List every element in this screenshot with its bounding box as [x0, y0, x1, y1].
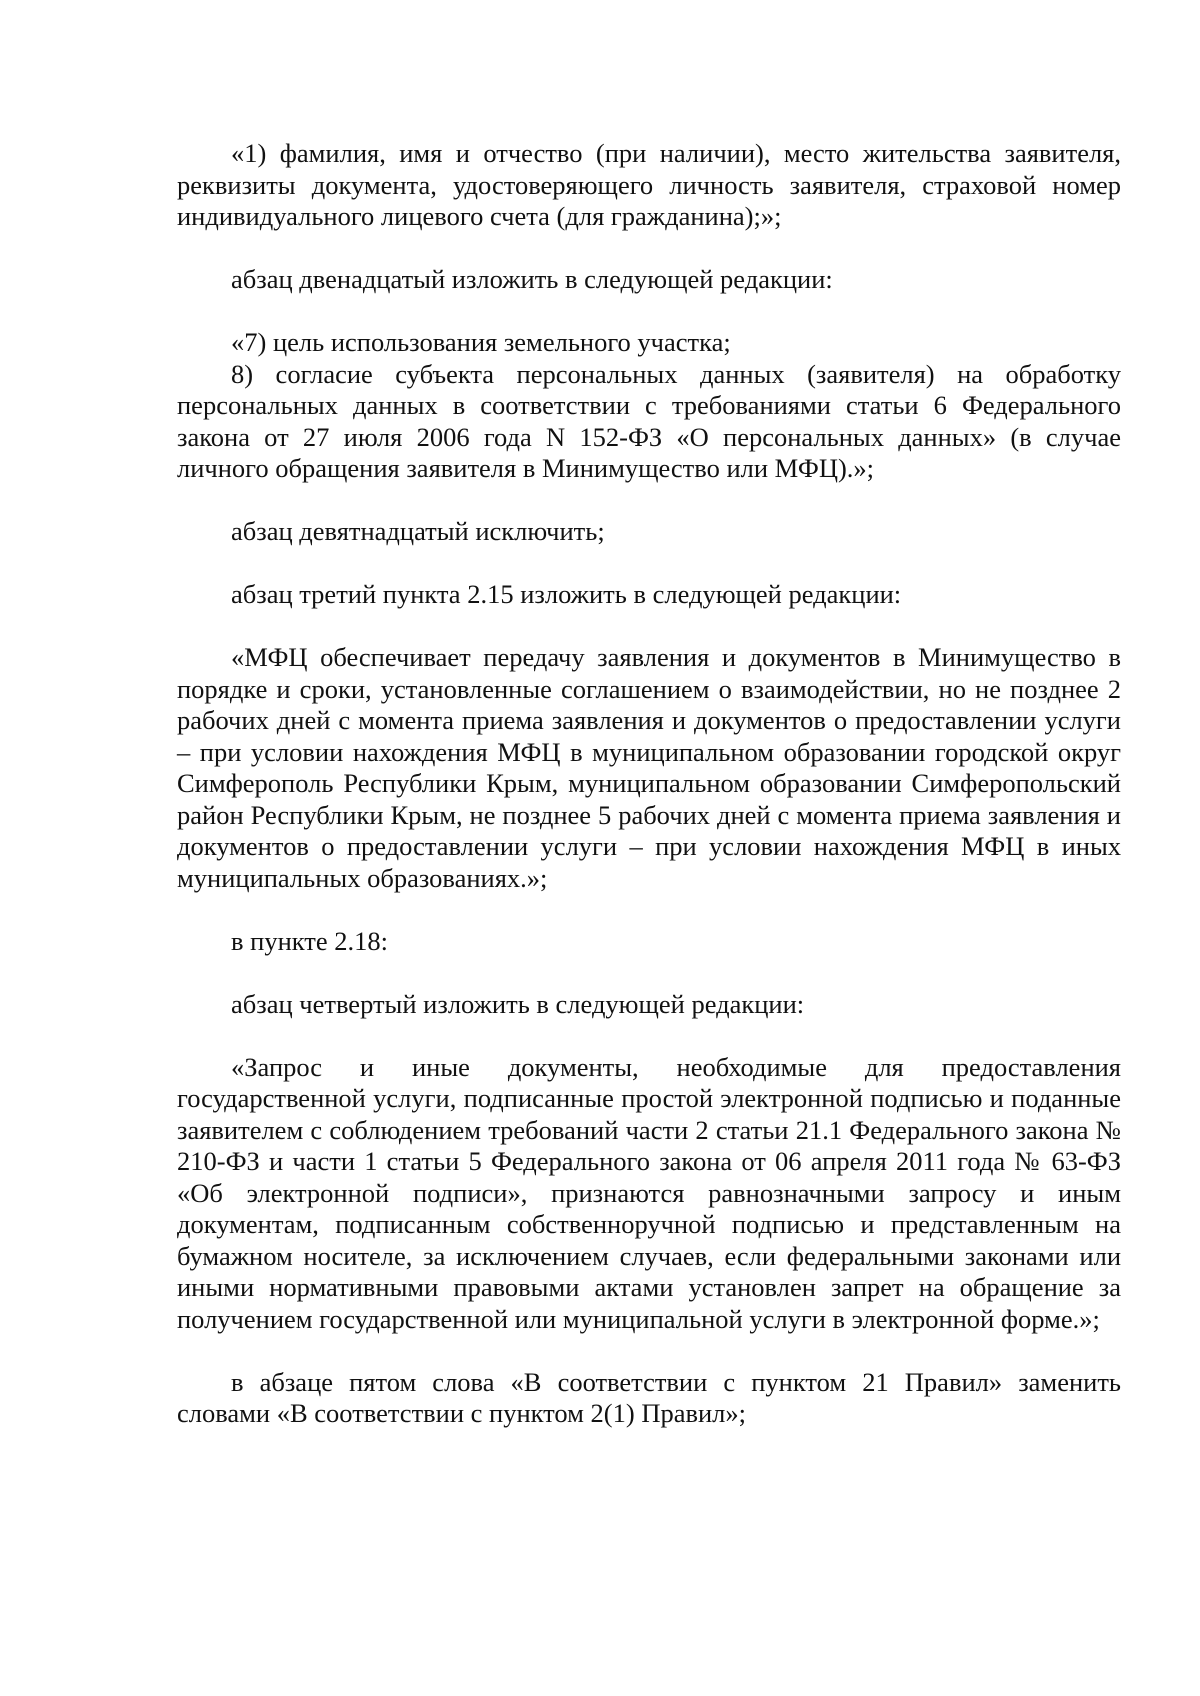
paragraph-6: абзац третий пункта 2.15 изложить в следующей редакции:: [231, 579, 902, 609]
paragraph-10: «Запрос и иные документы, необходимые для предоставления государственной услуги, подписанные простой электронной подписью и поданные заявителем с соблюдением требований части 2 статьи 21.1 Федерального закона № 210-ФЗ и части 1 статьи 5 Федерального закона от 06 апреля 2011 года № 63-ФЗ «Об электронной подписи», признаются равнозначными запросу и иным документам, подписанным собственноручной подписью и представленным на бумажном носителе, за исключением случаев, если федеральными законами или иными нормативными правовыми актами установлен запрет на обращение за получением государственной или муниципальной услуги в электронной форме.»;: [177, 1051, 1121, 1334]
paragraph-5: абзац девятнадцатый исключить;: [231, 516, 605, 546]
paragraph-9: абзац четвертый изложить в следующей редакции:: [231, 988, 805, 1019]
paragraph-8: в пункте 2.18:: [231, 925, 388, 956]
paragraph-4: 8) согласие субъекта персональных данных (заявителя) на обработку персональных данных в соответствии с требованиями статьи 6 Федерального закона от 27 июля 2006 года N 152-ФЗ «О персональных данных» (в случае личного обращения заявителя в Минимущество или МФЦ).»;: [177, 358, 1121, 483]
paragraph-3: «7) цель использования земельного участка;: [231, 327, 731, 357]
paragraph-2: абзац двенадцатый изложить в следующей редакции:: [231, 264, 833, 294]
paragraph-11: в абзаце пятом слова «В соответствии с пунктом 21 Правил» заменить словами «В соответствии с пунктом 2(1) Правил»;: [177, 1366, 1121, 1428]
document-page: [177, 138, 1121, 1430]
paragraph-7: «МФЦ обеспечивает передачу заявления и документов в Минимущество в порядке и сроки, установленные соглашением о взаимодействии, но не позднее 2 рабочих дней с момента приема заявления и документов о предоставлении услуги – при условии нахождения МФЦ в муниципальном образовании городской округ Симферополь Республики Крым, муниципальном образовании Симферопольский район Республики Крым, не позднее 5 рабочих дней с момента приема заявления и документов о предоставлении услуги – при условии нахождения МФЦ в иных муниципальных образованиях.»;: [177, 642, 1121, 893]
paragraph-1: «1) фамилия, имя и отчество (при наличии), место жительства заявителя, реквизиты документа, удостоверяющего личность заявителя, страховой номер индивидуального лицевого счета (для гражданина);»;: [177, 138, 1121, 231]
